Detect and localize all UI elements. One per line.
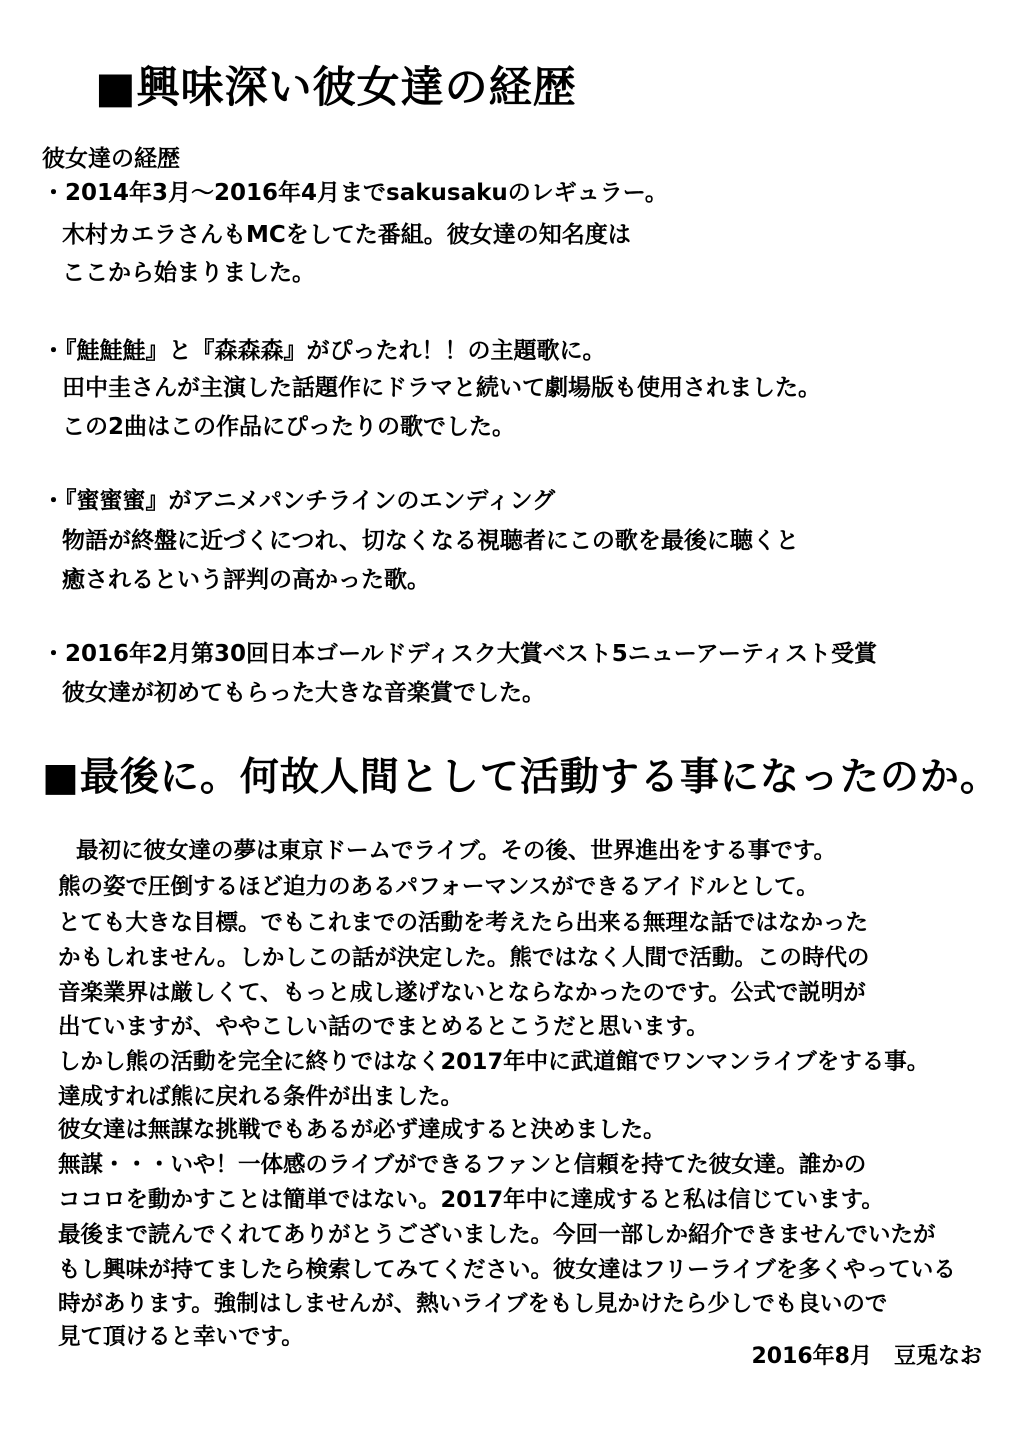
section-heading-career: ■興味深い彼女達の経歴 — [95, 63, 577, 113]
section-heading-conclusion: ■最後に。何故人間として活動する事になったのか。 — [42, 755, 1000, 800]
body-line: とても大きな目標。でもこれまでの活動を考えたら出来る無理な話ではなかった — [58, 910, 869, 936]
body-line: 最後まで読んでくれてありがとうございました。今回一部しか紹介できませんでいたが — [58, 1222, 936, 1248]
career-item-first-line: ・2016年2月第30回日本ゴールドディスク大賞ベスト5ニューアーティスト受賞 — [42, 641, 878, 667]
career-item-first-line: ・2014年3月～2016年4月までsakusakuのレギュラー。 — [42, 180, 668, 206]
body-line: 出ていますが、ややこしい話のでまとめるとこうだと思います。 — [58, 1014, 709, 1040]
body-line: かもしれません。しかしこの話が決定した。熊ではなく人間で活動。この時代の — [58, 945, 870, 971]
career-item-line: 彼女達が初めてもらった大きな音楽賞でした。 — [62, 680, 545, 706]
body-line: 彼女達は無謀な挑戦でもあるが必ず達成すると決めました。 — [58, 1117, 666, 1143]
career-item-line: 田中圭さんが主演した話題作にドラマと続いて劇場版も使用されました。 — [62, 375, 821, 401]
body-line: 見て頂けると幸いです。 — [58, 1324, 304, 1350]
body-line: 達成すれば熊に戻れる条件が出ました。 — [58, 1084, 464, 1110]
body-line: もし興味が持てましたら検索してみてください。彼女達はフリーライブを多くやっている — [58, 1257, 956, 1283]
signature-date-author: 2016年8月 豆兎なお — [751, 1344, 982, 1369]
career-item-first-line: ・『蜜蜜蜜』がアニメパンチラインのエンディング — [42, 488, 556, 514]
section-subtitle: 彼女達の経歴 — [42, 146, 180, 172]
body-line: 熊の姿で圧倒するほど迫力のあるパフォーマンスができるアイドルとして。 — [58, 874, 819, 900]
career-item-line: この2曲はこの作品にぴったりの歌でした。 — [62, 414, 516, 440]
body-line: ココロを動かすことは簡単ではない。2017年中に達成すると私は信じています。 — [58, 1187, 884, 1213]
career-item-line: 木村カエラさんもMCをしてた番組。彼女達の知名度は — [62, 222, 631, 248]
career-item-line: 物語が終盤に近づくにつれ、切なくなる視聴者にこの歌を最後に聴くと — [62, 528, 799, 554]
body-line: しかし熊の活動を完全に終りではなく2017年中に武道館でワンマンライブをする事。 — [58, 1049, 930, 1075]
body-line: 無謀・・・いや！一体感のライブができるファンと信頼を持てた彼女達。誰かの — [58, 1152, 867, 1178]
body-line: 最初に彼女達の夢は東京ドームでライブ。その後、世界進出をする事です。 — [76, 838, 837, 864]
career-item-line: 癒されるという評判の高かった歌。 — [62, 567, 430, 593]
career-item-line: ここから始まりました。 — [62, 260, 315, 286]
career-item-first-line: ・『鮭鮭鮭』と『森森森』がぴったれ！！の主題歌に。 — [42, 338, 606, 364]
body-line: 音楽業界は厳しくて、もっと成し遂げないとならなかったのです。公式で説明が — [58, 980, 866, 1006]
body-line: 時があります。強制はしませんが、熱いライブをもし見かけたら少しでも良いので — [58, 1291, 888, 1317]
